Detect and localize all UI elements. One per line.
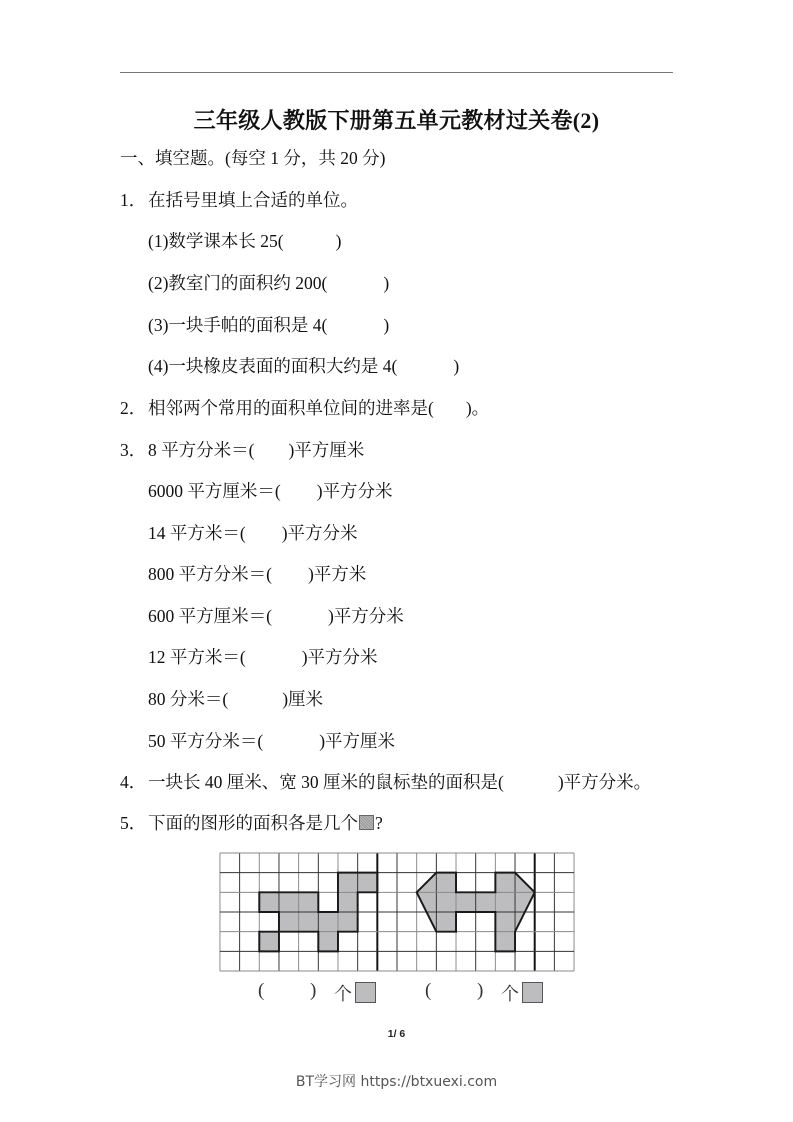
item-text: (3)一块手帕的面积是 4( [148,315,328,335]
question-3-item-6 [148,646,378,668]
question-1-item-1 [148,230,341,252]
unit-square-icon [355,982,376,1003]
item-text: 50 平方分米＝( [148,731,264,751]
area-grid-figure [217,852,577,972]
header-rule [120,72,673,73]
question-3-item-3 [148,522,358,544]
question-1-item-4 [148,355,459,377]
question-text-after: )。 [465,398,490,418]
question-text: 在括号里填上合适的单位。 [148,190,358,210]
item-text: 14 平方米＝( [148,523,246,543]
question-3-item-2 [148,480,393,502]
answer-right-figure [425,980,545,1004]
item-text: 800 平方分米＝( [148,564,272,584]
question-number: 5． [120,813,147,833]
item-text-after: )平方分米 [281,523,358,543]
question-text: 一块长 40 厘米、宽 30 厘米的鼠标垫的面积是( [148,772,504,792]
item-text: 8 平方分米＝( [148,440,255,460]
item-text: (4)一块橡皮表面的面积大约是 4( [148,356,398,376]
answer-unit: 个 [334,984,352,1005]
answer-open-paren: ( [425,980,432,1001]
item-text-after: ) [453,356,460,376]
item-text-after: )平方分米 [327,606,404,626]
watermark: BT学习网 https://btxuexi.com [295,1074,498,1090]
item-text: 600 平方厘米＝( [148,606,272,626]
question-text-after: )平方分米。 [557,772,652,792]
item-text-after: ) [383,315,390,335]
question-1-item-3 [148,314,389,336]
question-number: 4． [120,772,147,792]
item-text-after: )厘米 [282,689,324,709]
answer-left-figure [258,980,378,1004]
section-heading: 一、填空题。(每空 1 分，共 20 分) [120,148,386,168]
answer-unit: 个 [501,984,519,1005]
page-number: 1/ 6 [387,1028,406,1040]
page-title [0,104,793,135]
question-2 [120,397,489,419]
item-text-after: )平方分米 [316,481,393,501]
question-mark: ? [375,813,383,833]
title-suffix: (2) [572,108,600,133]
question-5 [120,812,383,834]
item-text-after: ) [335,231,342,251]
question-number: 2． [120,398,147,418]
item-text: (1)数学课本长 25( [148,231,284,251]
question-3-item-4 [148,563,366,585]
item-text-after: ) [383,273,390,293]
answer-close-paren: ) [310,980,317,1001]
item-text-after: )平方厘米 [319,731,396,751]
grid-figure-svg [217,852,577,972]
question-1 [120,189,358,211]
answer-open-paren: ( [258,980,265,1001]
title-text: 三年级人教版下册第五单元教材过关卷 [193,109,573,134]
item-text: 80 分米＝( [148,689,229,709]
item-text-after: )平方分米 [301,647,378,667]
item-text-after: )平方厘米 [288,440,365,460]
question-3-item-7 [148,688,323,710]
answer-close-paren: ) [477,980,484,1001]
item-text: 12 平方米＝( [148,647,246,667]
question-text: 相邻两个常用的面积单位间的进率是( [148,398,434,418]
question-3-item-8 [148,730,395,752]
question-text: 下面的图形的面积各是几个 [148,813,358,833]
item-text: 6000 平方厘米＝( [148,481,281,501]
unit-square-icon [522,982,543,1003]
question-3-item-1 [120,439,364,461]
question-3-item-5 [148,605,404,627]
question-number: 1． [120,190,147,210]
unit-square-icon [359,815,374,830]
question-4 [120,771,651,793]
left-figure-fill [259,932,279,952]
question-number: 3． [120,440,147,460]
item-text: (2)教室门的面积约 200( [148,273,328,293]
question-1-item-2 [148,272,389,294]
item-text-after: )平方米 [307,564,367,584]
